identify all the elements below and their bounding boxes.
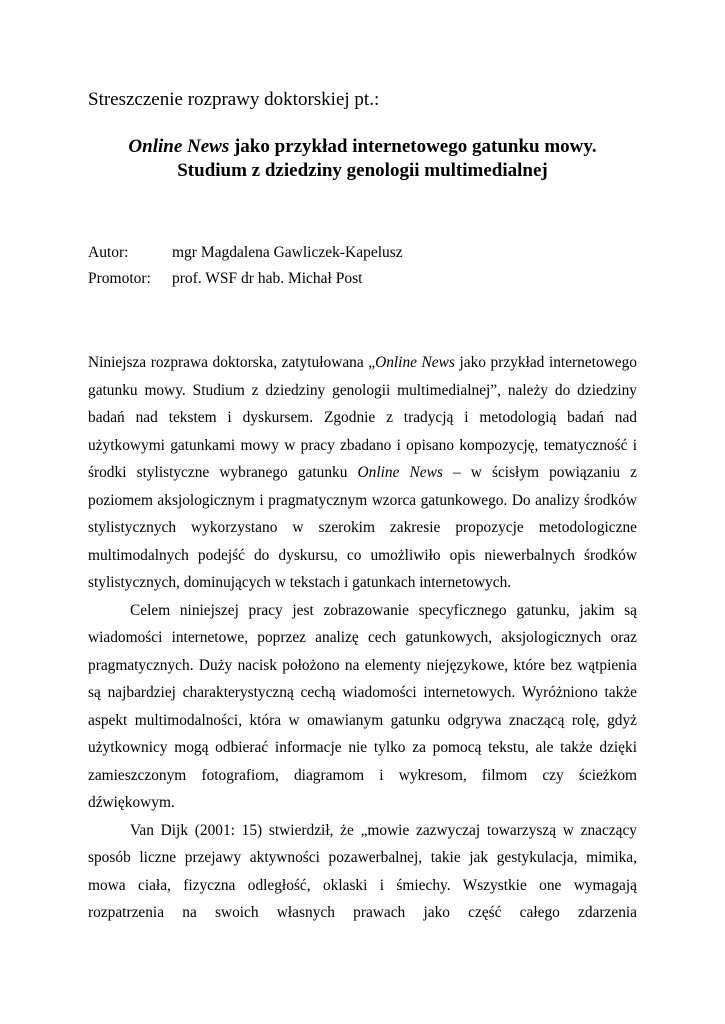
thesis-subtitle: Studium z dziedziny genologii multimedialnej — [177, 160, 548, 181]
paragraph-1-part-c: jako przykład internetowego gatunku mowy. Studium z dziedziny genologii multimedialnej”, należy do dziedziny badań nad tekstem i dyskursem. Zgodnie z tradycją i metodologią badań nad użytkowymi gatunkami mowy w pracy zbadano i opisano kompozycję, tematyczność i środki stylistyczne wybranego gatunku — [88, 354, 637, 481]
paragraph-1-italic-a: Online News — [375, 354, 455, 371]
paragraph-1-part-a: Niniejsza rozprawa doktorska, zatytułowana „ — [88, 354, 376, 371]
thesis-metadata — [88, 240, 403, 292]
paragraph-2: Celem niniejszej pracy jest zobrazowanie specyficznego gatunku, jakim są wiadomości internetowe, poprzez analizę cech gatunkowych, aksjologicznych oraz pragmatycznych. Duży nacisk położono na elementy niejęzykowe, które bez wątpienia są najbardziej charakterystyczną cechą wiadomości internetowych. Wyróżniono także aspekt multimodalności, która w omawianym gatunku odgrywa znaczącą rolę, gdyż użytkownicy mogą odbierać informacje nie tylko za pomocą tekstu, ale także dzięki zamieszczonym fotografiom, diagramom i wykresom, filmom czy ścieżkom dźwiękowym. — [88, 601, 637, 811]
thesis-title — [88, 135, 637, 183]
author-value: mgr Magdalena Gawliczek-Kapelusz — [172, 244, 403, 261]
thesis-title-line-1 — [88, 135, 637, 159]
paragraph-1 — [88, 349, 637, 597]
thesis-title-italic: Online News — [128, 136, 230, 157]
document-heading: Streszczenie rozprawy doktorskiej pt.: — [88, 89, 380, 110]
promoter-value: prof. WSF dr hab. Michał Post — [172, 270, 363, 287]
thesis-title-rest: jako przykład internetowego gatunku mowy. — [229, 136, 597, 157]
promoter-row — [88, 266, 403, 292]
paragraph-3: Van Dijk (2001: 15) stwierdził, że „mowie zazwyczaj towarzyszą w znaczący sposób liczne przejawy aktywności pozawerbalnej, takie jak gestykulacja, mimika, mowa ciała, fizyczna odległość, oklaski i śmiechy. Wszystkie one wymagają rozpatrzenia na swoich własnych prawach jako część całego zdarzenia — [88, 821, 637, 921]
paragraph-1-part-e: – w ścisłym powiązaniu z poziomem aksjologicznym i pragmatycznym wzorca gatunkowego. Do analizy środków stylistycznych wykorzystano w szerokim zakresie propozycje metodologiczne multimodalnych podejść do dyskursu, co umożliwiło opis niewerbalnych środków stylistycznych, dominujących w tekstach i gatunkach internetowych. — [88, 464, 637, 591]
paragraph-1-italic-b: Online News — [357, 464, 443, 481]
author-row — [88, 240, 403, 266]
summary-body — [88, 349, 637, 927]
promoter-label: Promotor: — [88, 270, 151, 287]
author-label: Autor: — [88, 244, 129, 261]
